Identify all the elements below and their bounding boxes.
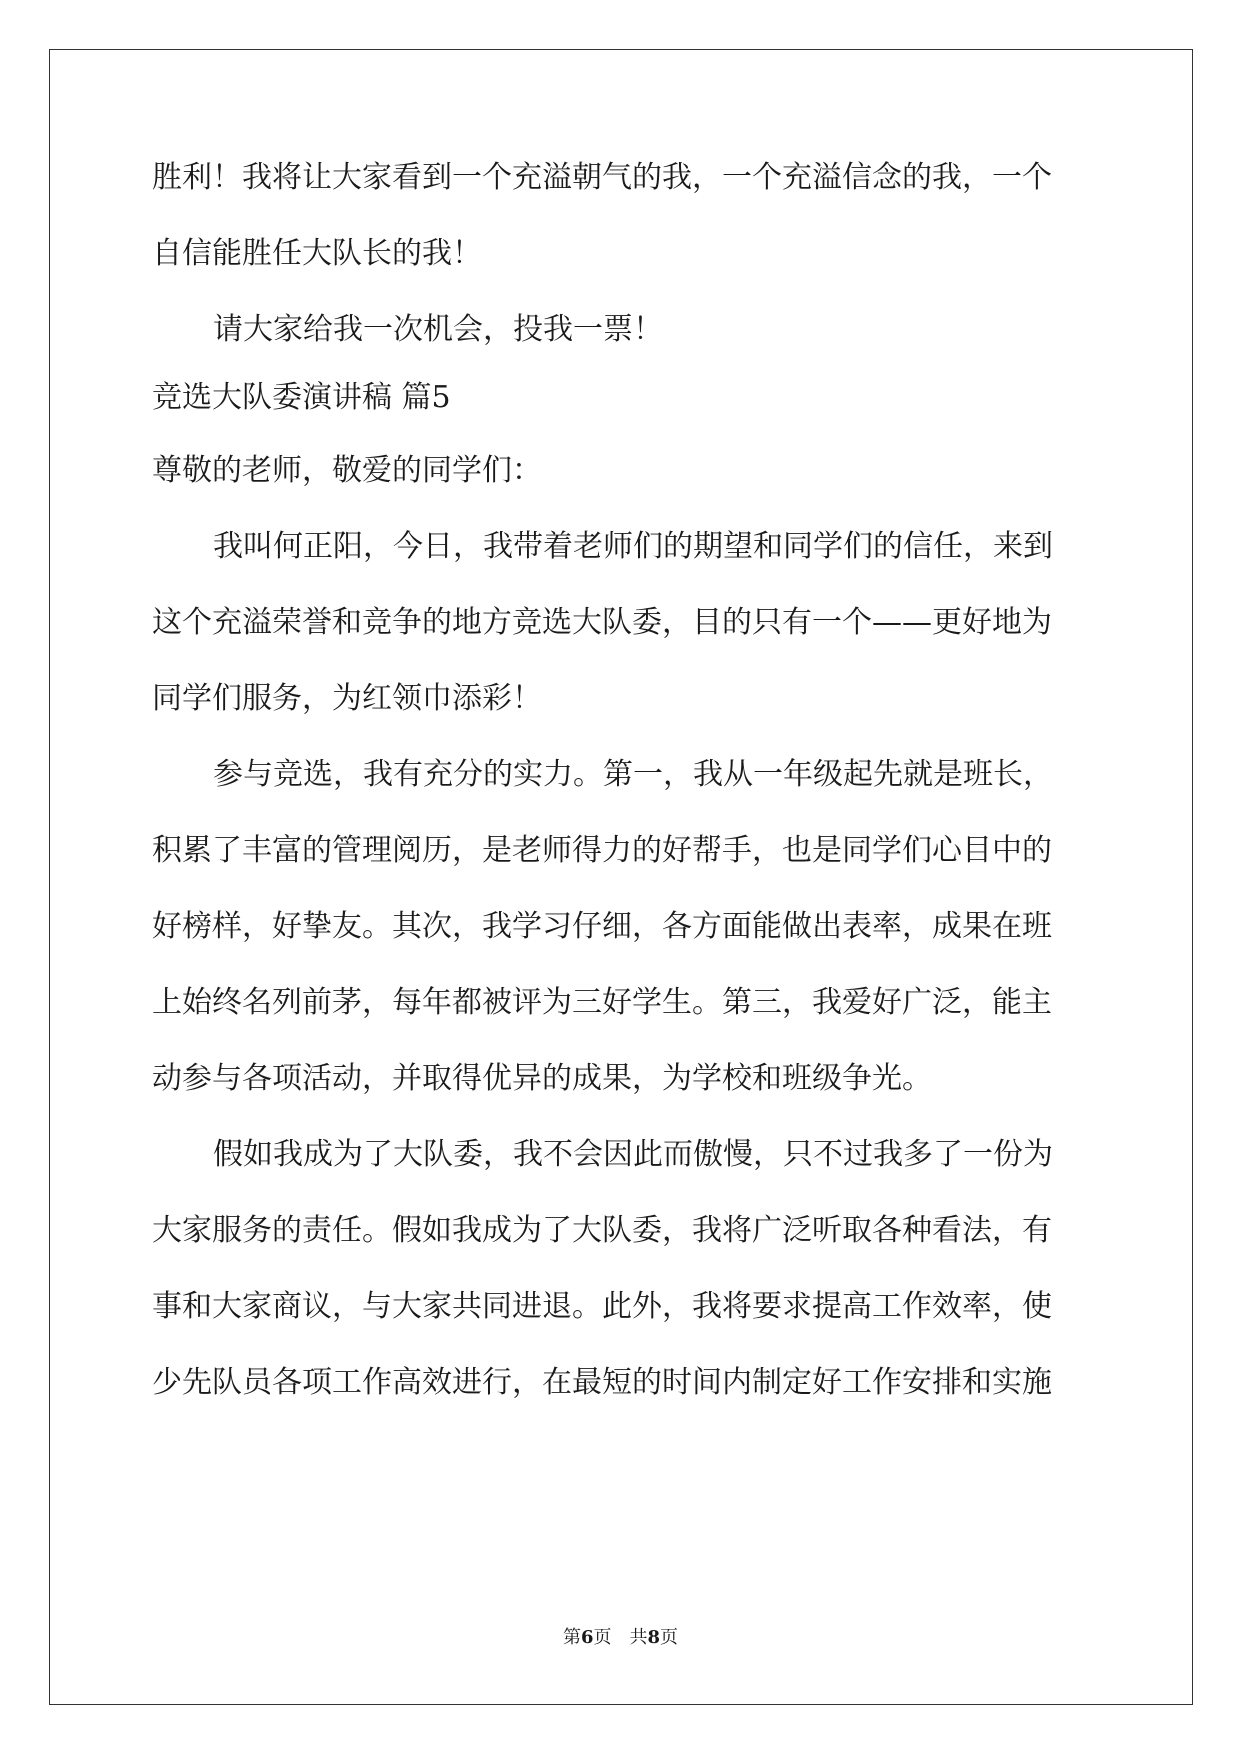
page-frame: [49, 49, 1193, 1705]
text-line: 大家服务的责任。假如我成为了大队委，我将广泛听取各种看法，有: [152, 1213, 1052, 1248]
current-page-number: 6: [580, 1627, 594, 1648]
page-mid: 页 共: [593, 1627, 648, 1648]
page-footer: [0, 1626, 1241, 1650]
text-line: 上始终名列前茅，每年都被评为三好学生。第三，我爱好广泛，能主: [152, 985, 1052, 1020]
text-line: 胜利！我将让大家看到一个充溢朝气的我，一个充溢信念的我，一个: [152, 160, 1052, 195]
total-page-number: 8: [647, 1627, 661, 1648]
text-line: 少先队员各项工作高效进行，在最短的时间内制定好工作安排和实施: [152, 1365, 1052, 1400]
text-line: 我叫何正阳，今日，我带着老师们的期望和同学们的信任，来到: [213, 529, 1053, 564]
text-line: 参与竞选，我有充分的实力。第一，我从一年级起先就是班长，: [213, 757, 1053, 792]
text-line: 这个充溢荣誉和竞争的地方竞选大队委，目的只有一个——更好地为: [152, 605, 1052, 640]
text-line: 请大家给我一次机会，投我一票！: [213, 312, 663, 347]
text-line: 自信能胜任大队长的我！: [152, 236, 482, 271]
text-line: 事和大家商议，与大家共同进退。此外，我将要求提高工作效率，使: [152, 1289, 1052, 1324]
text-line: 好榜样，好挚友。其次，我学习仔细，各方面能做出表率，成果在班: [152, 909, 1052, 944]
salutation: 尊敬的老师，敬爱的同学们：: [152, 453, 542, 488]
text-line: 积累了丰富的管理阅历，是老师得力的好帮手，也是同学们心目中的: [152, 833, 1052, 868]
page-suffix: 页: [660, 1627, 679, 1648]
text-line: 动参与各项活动，并取得优异的成果，为学校和班级争光。: [152, 1061, 932, 1096]
text-line: 假如我成为了大队委，我不会因此而傲慢，只不过我多了一份为: [213, 1137, 1053, 1172]
section-heading: 竞选大队委演讲稿 篇5: [152, 380, 451, 415]
page-prefix: 第: [562, 1627, 581, 1648]
text-line: 同学们服务，为红领巾添彩！: [152, 681, 542, 716]
